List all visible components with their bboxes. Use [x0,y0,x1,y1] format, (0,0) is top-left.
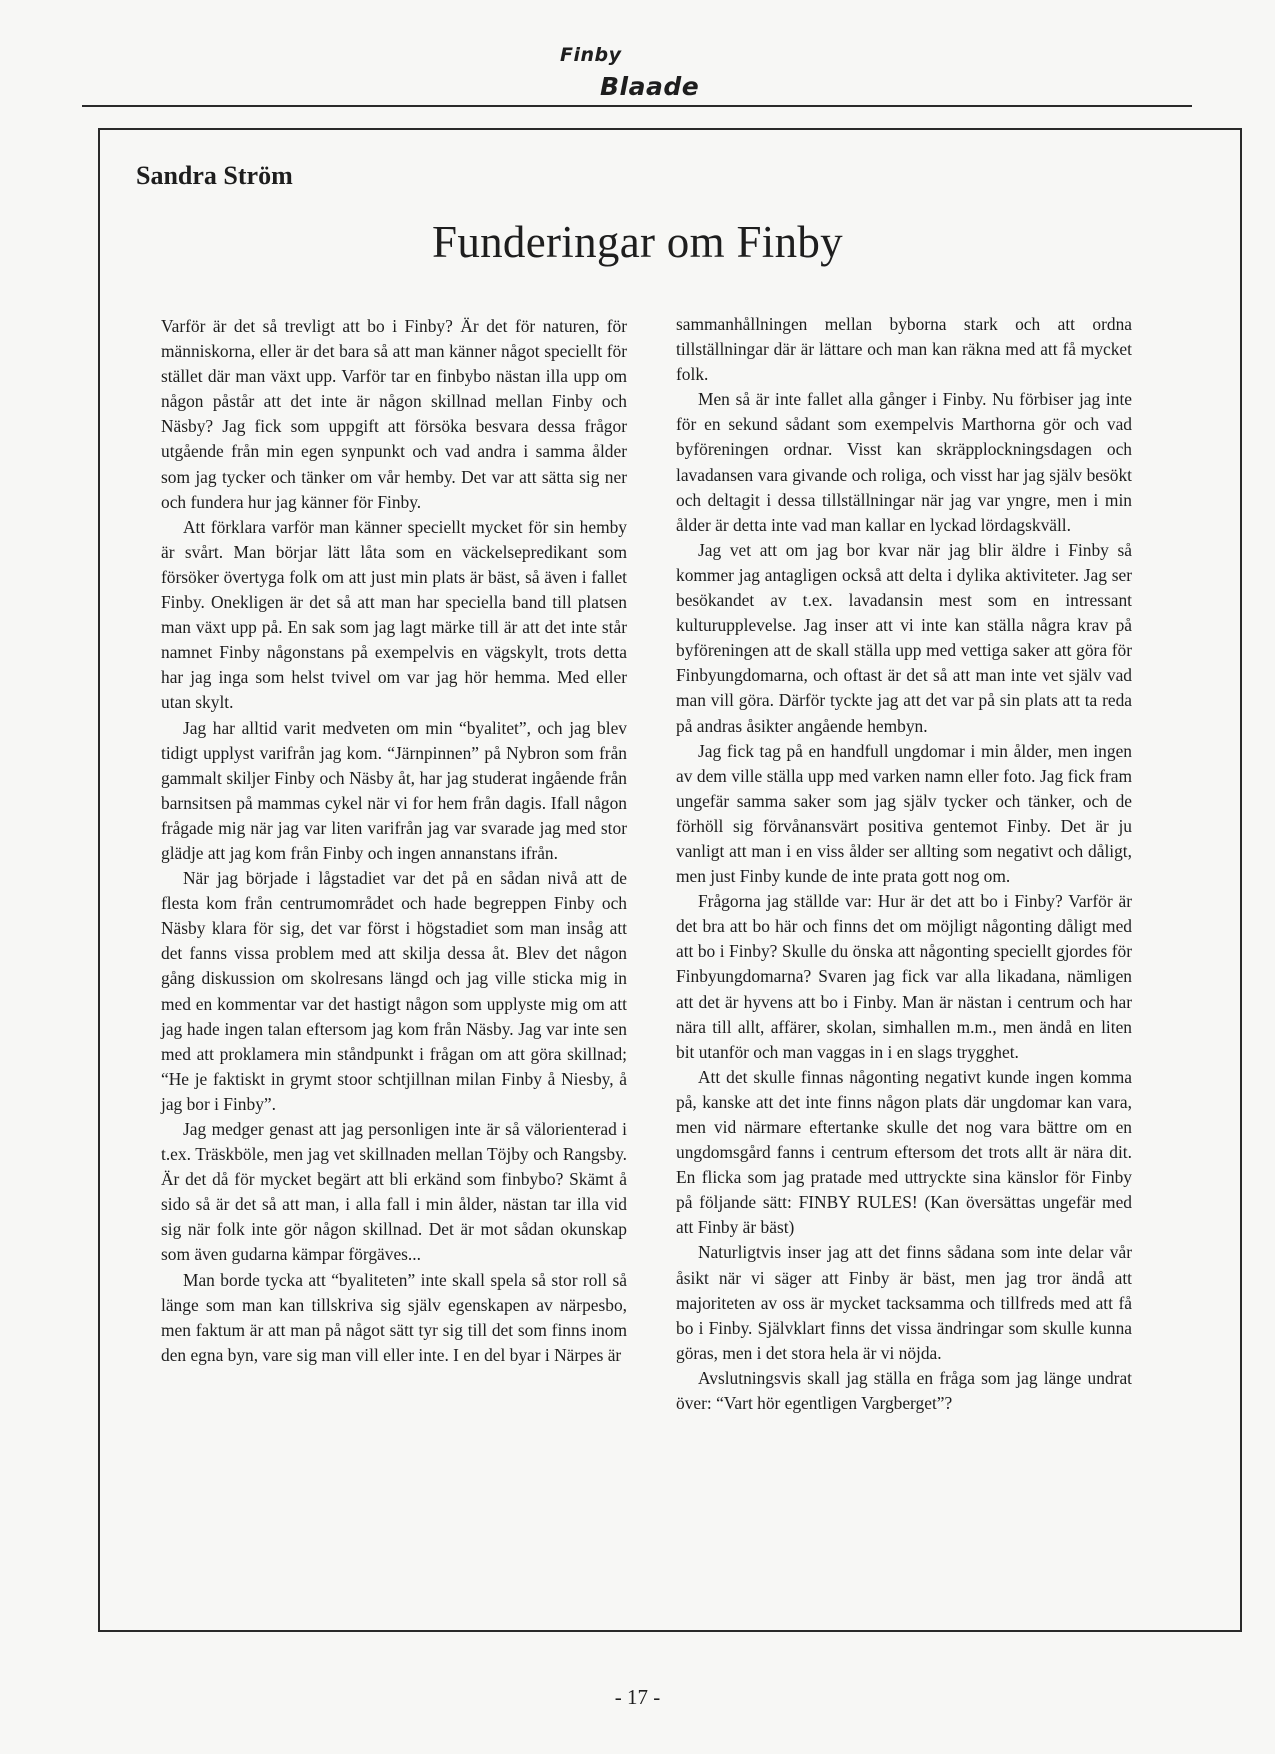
paragraph: Frågorna jag ställde var: Hur är det att bo i Finby? Varför är det bra att bo här och finns det om möjligt någonting dåligt med att bo i Finby? Skulle du önska att någonting speciellt gjordes för Finbyungdomarna? Svaren jag fick var alla likadana, nämligen att det är hyvens att bo i Finby. Man är nästan i centrum och har nära till allt, affärer, skolan, simhallen m.m., men ändå en liten bit utanför och man vaggas in i en slags trygghet. [676,891,1132,1062]
page-number: - 17 - [614,1685,661,1709]
masthead-rule [82,105,1192,107]
masthead [0,0,1275,110]
paragraph: sammanhållningen mellan byborna stark och att ordna tillställningar där är lättare och man kan räkna med att få mycket folk. [676,314,1132,385]
paragraph: Jag fick tag på en handfull ungdomar i min ålder, men ingen av dem ville ställa upp med varken namn eller foto. Jag fick fram ungefär samma saker som jag själv tycker och tänker, och de förhöll sig förvånansvärt positiva gentemot Finby. Det är ju vanligt att man i en viss ålder ser allting som negativt och dåligt, men just Finby kunde de inte prata gott nog om. [676,740,1132,887]
paragraph: Att förklara varför man känner speciellt mycket för sin hemby är svårt. Man börjar lätt låta som en väckelsepredikant som försöker övertyga folk om att just min plats är bäst, så även i fallet Finby. Onekligen är det så att man har speciella band till platsen man växt upp på. En sak som jag lagt märke till är att det inte står namnet Finby någonstans på exempelvis en vägskylt, trots detta har jag inga som helst tvivel om var jag hör hemma. Med eller utan skylt. [161,516,627,713]
paragraph: Men så är inte fallet alla gånger i Finby. Nu förbiser jag inte för en sekund sådant som exempelvis Marthorna gör och vad byföreningen ordnar. Visst kan skräpplockningsdagen och lavadansen vara givande och roliga, och visst har jag själv besökt och deltagit i dessa tillställningar när jag var yngre, men i min ålder är detta inte vad man kallar en lyckad lördagskväll. [676,389,1132,535]
paragraph: Avslutningsvis skall jag ställa en fråga som jag länge undrat över: “Vart hör egentligen Vargberget”? [676,1367,1132,1414]
masthead-blaade: Blaade [600,72,700,101]
paragraph: Jag vet att om jag bor kvar när jag blir äldre i Finby så kommer jag antagligen också att delta i dylika aktiviteter. Jag ser besökandet av t.ex. lavadansin mest som en intressant kulturupplevelse. Jag inser att vi inte kan ställa några krav på byföreningen att de skall ställa upp med vettiga saker att göra för Finbyungdomarna, och oftast är det så att man inte vet själv vad man vill göra. Därför tyckte jag att det var på sin plats att ta reda på andras åsikter angående hembyn. [676,539,1132,736]
masthead-finby: Finby [560,44,622,66]
paragraph: Jag har alltid varit medveten om min “byalitet”, och jag blev tidigt upplyst varifrån jag kom. “Järnpinnen” på Nybron som från gammalt skiljer Finby och Näsby åt, har jag studerat ingående från barnsitsen på mammas cykel när vi for hem från dagis. Ifall någon frågade mig när jag var liten varifrån jag var svarade jag med stor glädje att jag kom från Finby och ingen annanstans ifrån. [161,717,627,863]
paragraph: Att det skulle finnas någonting negativt kunde ingen komma på, kanske att det inte finns någon plats där ungdomar kan vara, men vid närmare eftertanke skulle det nog vara bättre om en ungdomsgård fanns i centrum eftersom det trots allt är nära dit. En flicka som jag pratade med uttryckte sina känslor för Finby på följande sätt: FINBY RULES! (Kan översättas ungefär med att Finby är bäst) [676,1066,1132,1238]
paragraph: När jag började i lågstadiet var det på en sådan nivå att de flesta kom från centrumområdet och hade begreppen Finby och Näsby klara för sig, det var först i högstadiet som man insåg att det fanns vissa problem med att skilja dessa åt. Blev det någon gång diskussion om skolresans längd och jag ville sticka mig in med en kommentar var det hastigt någon som upplyste mig om att jag hade ingen talan eftersom jag kom från Näsby. Jag var inte sen med att proklamera min ståndpunkt i frågan om att göra skillnad; “He je faktiskt in grymt stoor schtjillnan milan Finby å Niesby, å jag bor i Finby”. [161,868,627,1114]
author-name: Sandra Ström [136,161,293,190]
paragraph: Naturligtvis inser jag att det finns sådana som inte delar vår åsikt när vi säger att Finby är bäst, men jag tror ändå att majoriteten av oss är mycket tacksamma och tillfreds med att få bo i Finby. Självklart finns det vissa ändringar som skulle kunna göras, men i det stora hela är vi nöjda. [676,1242,1132,1363]
paragraph: Jag medger genast att jag personligen inte är så välorienterad i t.ex. Träskböle, men jag vet skillnaden mellan Töjby och Rangsby. Är det då för mycket begärt att bli erkänd som finbybo? Skämt å sido så är det så att man, i alla fall i min ålder, nästan tar illa vid sig när folk inte gör någon skillnad. Det är mot sådan okunskap som även gudarna kämpar förgäves... [161,1119,627,1265]
right-column [676,312,1132,1416]
left-column [161,314,627,1368]
paragraph: Varför är det så trevligt att bo i Finby? Är det för naturen, för människorna, eller är det bara så att man känner något speciellt för stället där man växt upp. Varför tar en finbybo nästan illa upp om någon påstår att det inte är någon skillnad mellan Finby och Näsby? Jag fick som uppgift att försöka besvara dessa frågor utgående från min egen synpunkt och vad andra i samma ålder som jag tycker och tänker om vår hemby. Det var att sätta sig ner och fundera hur jag känner för Finby. [161,316,627,512]
paragraph: Man borde tycka att “byaliteten” inte skall spela så stor roll så länge som man kan tillskriva sig själv egenskapen av närpesbo, men faktum är att man på något sätt tyr sig till det som finns inom den egna byn, vare sig man vill eller inte. I en del byar i Närpes är [161,1269,627,1365]
article-title: Funderingar om Finby [432,217,843,267]
